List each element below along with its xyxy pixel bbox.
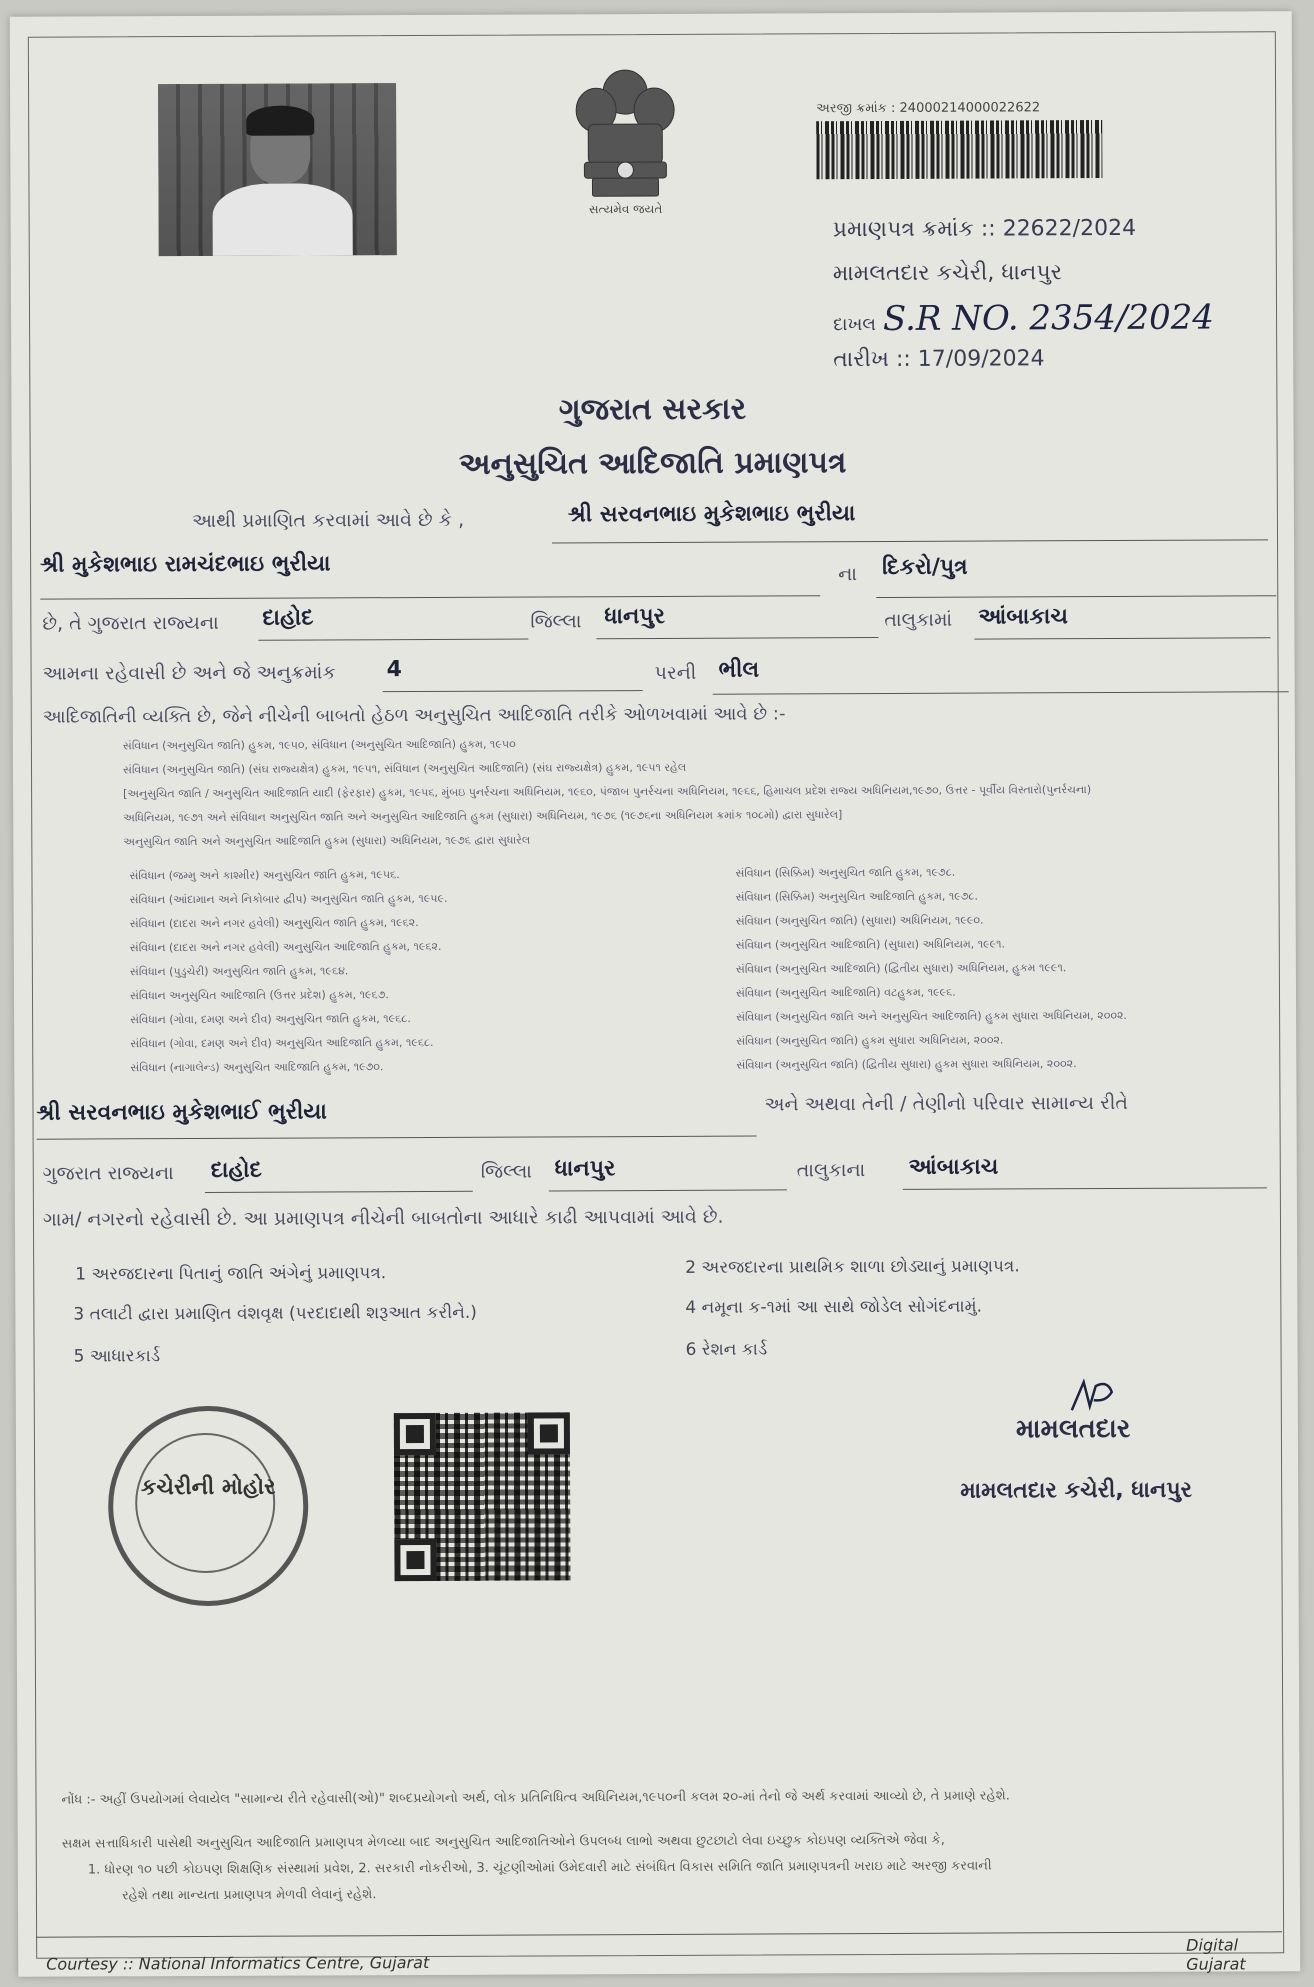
document-item: 2 અરજદારના પ્રાથમિક શાળા છોડ્યાનું પ્રમાણપત્ર. [685, 1256, 1020, 1278]
residence-district: દાહોદ [210, 1157, 262, 1183]
office-line: મામલતદાર કચેરી, ધાનપુર [832, 260, 1063, 287]
acts-intro: સંવિધાન (અનુસુચિત જાતિ) હુકમ, ૧૯૫૦, સંવિધાન (અનુસુચિત આદિજાતિ) હુકમ, ૧૯૫૦ સંવિધાન (અનુસુચિત જાતિ) (સંઘ રાજ્યક્ષેત્ર) હુકમ, ૧૯૫૧, સંવિધાન (અનુસુચિત આદિજાતિ) (સંઘ રાજ્યક્ષેત્ર) હુકમ, ૧૯૫૧ રહેલ [અનુસુચિત જાતિ / અનુસુચિત આદિજાતિ યાદી (ફેરફાર) હુકમ, ૧૯૫૬, મુંબઇ પુનર્રચના અધિનિયમ, ૧૯૬૦, પંજાબ પુનર્રચના અધિનિયમ, ૧૯૬૬, હિમાચલ પ્રદેશ રાજ્ય અધિનિયમ,૧૯૭૦, ઉત્તર - પૂર્વીય વિસ્તારો(પુનર્રચના) અધિનિયમ, ૧૯૭૧ અને સંવિધાન અનુસુચિત જાતિ અને અનુસુચિત આદિજાતિ હુકમ (સુધારા) અધિનિયમ, ૧૯૭૬ (૧૯૭૬ના અધિનિયમ ક્રમાંક ૧૦૮મો) દ્વારા સુધારેલ] અનુસુચિત જાતિ અને અનુસુચિત આદિજાતિ હુકમ (સુધારા) અધિનિયમ, ૧૯૭૬ દ્વારા સુધારેલ [122, 737, 1092, 849]
district-label: જિલ્લા [530, 610, 582, 633]
note-residence: નોંધ :- અહીં ઉપયોગમાં લેવાયેલ "સામાન્ય રીતે રહેવાસી(ઓ)" શબ્દપ્રયોગનો અર્થ, લોક પ્રતિનિધિત્વ અધિનિયમ,૧૯૫૦ની કલમ ૨૦-માં તેનો જે અર્થ કરવામાં આવ્યો છે, તે પ્રમાણે રહેશે. [61, 1788, 1010, 1808]
village: આંબાકાચ [978, 604, 1068, 630]
state-emblem-icon [566, 62, 685, 213]
residence-prefix: આમના રહેવાસી છે અને જે અનુક્રમાંક [42, 661, 336, 685]
seal-text: કચેરીની મોહોર [140, 1474, 276, 1501]
signatory-office: મામલતદાર કચેરી, ધાનપુર [960, 1477, 1193, 1504]
document-item: 1 અરજદારના પિતાનું જાતિ અંગેનું પ્રમાણપત્ર. [75, 1263, 387, 1285]
document-item: 6 રેશન કાર્ડ [685, 1339, 768, 1360]
digital-gujarat-footer: Digital Gujarat [1186, 1935, 1246, 1974]
barcode [816, 120, 1102, 179]
tribe-line: આદિજાતિની વ્યક્તિ છે, જેને નીચેની બાબતો હેઠળ અનુસુચિત આદિજાતિ તરીકે ઓળખવામાં આવે છે :- [42, 703, 786, 728]
courtesy-footer: Courtesy :: National Informatics Centre, Gujarat [46, 1952, 430, 1974]
dakhal-row: દાખલ S.R NO. 2354/2024 [833, 297, 1215, 339]
acts-right-list: સંવિધાન (સિક્કિમ) અનુસુચિત જાતિ હુકમ, ૧૯૭૮. સંવિધાન (સિક્કિમ) અનુસુચિત આદિજાતિ હુકમ, ૧૯૭૮. સંવિધાન (અનુસુચિત જાતિ) (સુધારા) અધિનિયમ, ૧૯૯૦. સંવિધાન (અનુસુચિત આદિજાતિ) (સુધારા) અધિનિયમ, ૧૯૯૧. સંવિધાન (અનુસુચિત આદિજાતિ) (દ્વિતીય સુધારા) અધિનિયમ, હુકમ ૧૯૯૧. સંવિધાન (અનુસુચિત આદિજાતિ) વટહુકમ, ૧૯૯૬. સંવિધાન (અનુસુચિત જાતિ અને અનુસુચિત આદિજાતિ) હુકમ સુધારા અધિનિયમ, ૨૦૦૨. સંવિધાન (અનુસુચિત જાતિ) હુકમ સુધારા અધિનિયમ, ૨૦૦૨. સંવિધાન (અનુસુચિત જાતિ) (દ્વિતીય સુધારા) હુકમ સુધારા અધિનિયમ, ૨૦૦૨. [735, 865, 1127, 1072]
document-item: 5 આધારકાર્ડ [73, 1346, 161, 1367]
residence-taluka: ધાનપુર [554, 1156, 616, 1182]
handwritten-serial: S.R NO. 2354/2024 [882, 297, 1215, 339]
document-item: 4 નમૂના ક-૧માં આ સાથે જોડેલ સોગંદનામું. [685, 1296, 983, 1318]
qr-code [394, 1412, 571, 1581]
na-label: ના [838, 563, 858, 586]
certificate-title: અનુસુચિત આદિજાતિ પ્રમાણપત્ર [458, 445, 847, 482]
issue-date: તારીખ :: 17/09/2024 [833, 346, 1045, 373]
office-seal [108, 1406, 309, 1607]
residence-district-label: જિલ્લા [480, 1160, 532, 1183]
relation: દિકરો/પુત્ર [882, 554, 968, 581]
note-validity: સક્ષમ સત્તાધિકારી પાસેથી અનુસુચિત આદિજાતિ પ્રમાણપત્ર મેળવ્યા બાદ અનુસુચિત આદિજાતિઓને ઉપલબ્ધ લાભો અથવા છુટછાટો લેવા ઇચ્છુક કોઇપણ વ્યક્તિએ જેવા કે, [61, 1832, 945, 1852]
acts-left-list: સંવિધાન (જમ્મુ અને કાશ્મીર) અનુસુચિત જાતિ હુકમ, ૧૯૫૬. સંવિધાન (આંદામાન અને નિકોબાર દ્વીપ) અનુસુચિત જાતિ હુકમ, ૧૯૫૯. સંવિધાન (દાદરા અને નગર હવેલી) અનુસુચિત જાતિ હુકમ, ૧૯૬૨. સંવિધાન (દાદરા અને નગર હવેલી) અનુસુચિત આદિજાતિ હુકમ, ૧૯૬૨. સંવિધાન (પુડુચેરી) અનુસુચિત જાતિ હુકમ, ૧૯૬૪. સંવિધાન અનુસુચિત આદિજાતિ (ઉત્તર પ્રદેશ) હુકમ, ૧૯૬૭. સંવિધાન (ગોવા, દમણ અને દીવ) અનુસુચિત જાતિ હુકમ, ૧૯૬૮. સંવિધાન (ગોવા, દમણ અને દીવ) અનુસુચિત આદિજાતિ હુકમ, ૧૯૬૮. સંવિધાન (નાગાલેન્ડ) અનુસુચિત આદિજાતિ હુકમ, ૧૯૭૦. [129, 868, 448, 1075]
certificate-number: પ્રમાણપત્ર ક્રમાંક :: 22622/2024 [832, 215, 1137, 243]
applicant-photo [158, 83, 397, 256]
district: દાહોદ [262, 605, 314, 631]
par-label: પરની [654, 661, 697, 684]
certificate-page [10, 11, 1301, 1977]
taluka-label: તાલુકામાં [884, 608, 953, 631]
tribe: ભીલ [718, 657, 760, 683]
residence-name: શ્રી સરવનભાઇ મુકેશભાઈ ભુરીયા [36, 1099, 327, 1126]
document-item: 3 તલાટી દ્વારા પ્રમાણિત વંશવૃક્ષ (પરદાદાથી શરૂઆત કરીને.) [73, 1302, 477, 1325]
signatory-title: મામલતદાર [1015, 1413, 1131, 1445]
government-title: ગુજરાત સરકાર [558, 391, 747, 428]
residence-state-label: ગુજરાત રાજ્યના [42, 1162, 174, 1185]
note-validity-items: 1. ધોરણ ૧૦ પછી કોઇપણ શિક્ષણિક સંસ્થામાં પ્રવેશ, 2. સરકારી નોકરીઓ, 3. ચૂંટણીઓમાં ઉમેદવારી માટે સંબંધિત વિકાસ સમિતિ જાતિ પ્રમાણપત્રની ખરાઇ માટે અરજી કરવાની [87, 1858, 992, 1878]
application-number: અરજી ક્રમાંક : 24000214000022622 [816, 100, 1041, 117]
note-validity-end: રહેશે તથા માન્યતા પ્રમાણપત્ર મેળવી લેવાનું રહેશે. [121, 1887, 377, 1904]
signature-scribble [1066, 1376, 1126, 1416]
emblem-motto: સત્યમેવ જયતે [588, 201, 663, 217]
basis-text: ગામ/ નગરનો રહેવાસી છે. આ પ્રમાણપત્ર નીચેની બાબતોના આધારે કાઢી આપવામાં આવે છે. [42, 1205, 724, 1231]
taluka: ધાનપુર [604, 603, 666, 630]
certify-intro: આથી પ્રમાણિત કરવામાં આવે છે કે , [191, 508, 465, 533]
residence-village: આંબાકાચ [908, 1154, 999, 1180]
family-text: અને અથવા તેની / તેણીનો પરિવાર સામાન્ય રીતે [764, 1091, 1129, 1116]
residence-taluka-label: તાલુકાના [796, 1159, 866, 1182]
state-prefix: છે, તે ગુજરાત રાજ્યના [42, 611, 219, 635]
father-name: શ્રી મુકેશભાઇ રામચંદભાઇ ભુરીયા [40, 551, 331, 578]
serial-number: 4 [386, 657, 402, 683]
applicant-name: શ્રી સરવનભાઇ મુકેશભાઇ ભુરીયા [567, 501, 856, 528]
